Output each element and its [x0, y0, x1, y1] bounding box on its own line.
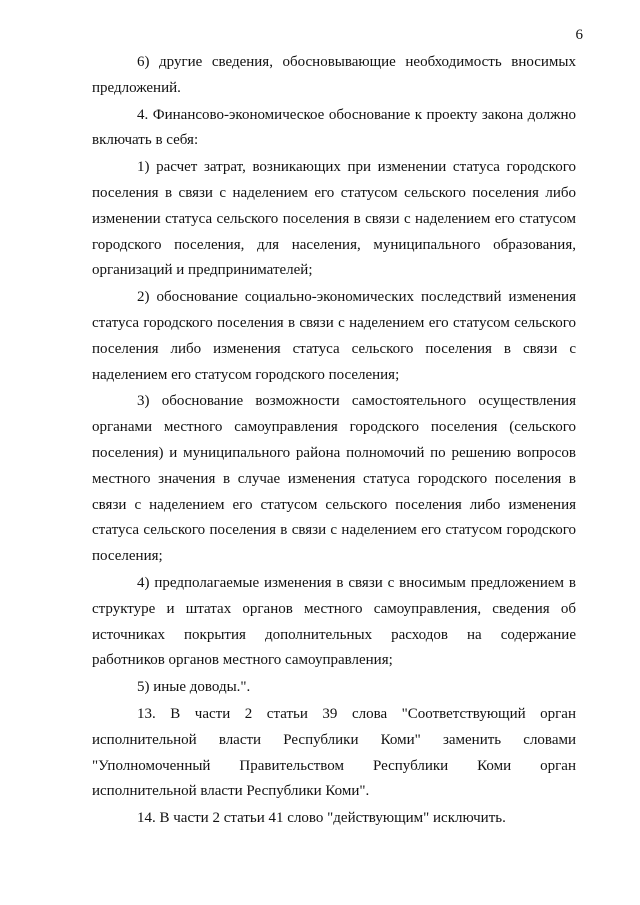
paragraph-cost-calculation: 1) расчет затрат, возникающих при изменении статуса городского поселения в связи с наделением его статусом сельского поселения либо изменении статуса сельского поселения в связи с наделением его статусом городского поселения, для населения, муниципального образования, организаций и предпринимателей;: [92, 159, 576, 279]
paragraph-article-41-amendment: 14. В части 2 статьи 41 слово "действующим" исключить.: [137, 810, 506, 827]
paragraph-socioeconomic-consequences: 2) обоснование социально-экономических последствий изменения статуса городского поселения в связи с наделением его статусом сельского поселения либо изменения статуса сельского поселения в связи с наделением его статусом городского поселения;: [92, 289, 576, 383]
paragraph-other-arguments: 5) иные доводы.".: [137, 679, 251, 696]
paragraph-other-information: 6) другие сведения, обосновывающие необходимость вносимых предложений.: [92, 54, 576, 96]
paragraph-article-39-amendment: 13. В части 2 статьи 39 слова "Соответствующий орган исполнительной власти Республики Коми" заменить словами "Уполномоченный Правительством Республики Коми орган исполнительной власти Республики Коми".: [92, 705, 576, 800]
document-body: [92, 50, 576, 832]
paragraph-financial-economic-justification: 4. Финансово-экономическое обоснование к проекту закона должно включать в себя:: [92, 106, 576, 149]
paragraph-structural-changes: 4) предполагаемые изменения в связи с вносимым предложением в структуре и штатах органов местного самоуправления, сведения об источниках покрытия дополнительных расходов на содержание работников органов местного самоуправления;: [92, 574, 576, 669]
paragraph-self-government-capability: 3) обоснование возможности самостоятельного осуществления органами местного самоуправления городского поселения (сельского поселения) и муниципального района полномочий по решению вопросов местного значения в случае изменения статуса городского поселения в связи с наделением его статусом сельского поселения либо изменения статуса сельского поселения в связи с наделением его статусом городского поселения;: [92, 393, 576, 565]
page-number: 6: [575, 27, 583, 43]
